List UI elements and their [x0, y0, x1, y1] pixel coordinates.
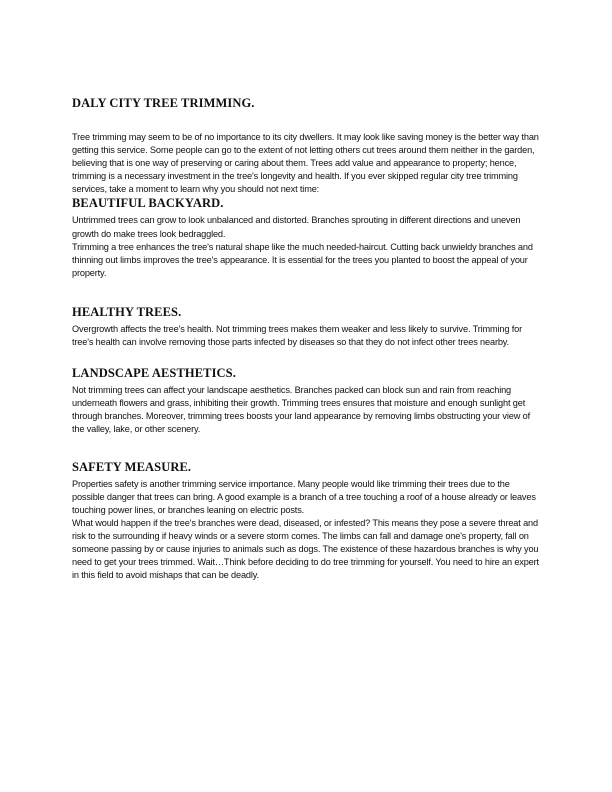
section-heading: BEAUTIFUL BACKYARD. — [72, 196, 224, 211]
document-page — [72, 96, 542, 601]
document-title: DALY CITY TREE TRIMMING. — [72, 96, 255, 110]
section-paragraph: Trimming a tree enhances the tree's natural shape like the much needed-haircut. Cutting back unwieldy branches and thinning out limbs improves the tree's appearance. It is essential for the trees you planted to boost the appeal of your property. — [72, 241, 533, 278]
section-heading: HEALTHY TREES. — [72, 304, 182, 319]
section-beautiful-backyard — [72, 196, 542, 279]
section-healthy-trees — [72, 305, 542, 349]
section-paragraph: Untrimmed trees can grow to look unbalanced and distorted. Branches sprouting in different directions and uneven growth do make trees look bedraggled. — [72, 215, 521, 239]
section-safety-measure — [72, 460, 542, 583]
section-heading: SAFETY MEASURE. — [72, 459, 192, 474]
section-paragraph: Properties safety is another trimming service importance. Many people would like trimming their trees due to the possible danger that trees can bring. A good example is a branch of a tree touching a roof of a house already or leaves touching power lines, or branches leaning on electric posts. — [72, 478, 536, 515]
section-paragraph: Not trimming trees can affect your landscape aesthetics. Branches packed can block sun and rain from reaching underneath flowers and grass, inhibiting their growth. Trimming trees ensures that moisture and enough sunlight get through branches. Moreover, trimming trees boosts your land appearance by removing limbs obstructing your view of the valley, lake, or other scenery. — [72, 385, 530, 435]
section-paragraph: Overgrowth affects the tree's health. Not trimming trees makes them weaker and less likely to survive. Trimming for tree's health can involve removing those parts infected by diseases so that they do not infect other trees nearby. — [72, 323, 523, 348]
section-heading: LANDSCAPE AESTHETICS. — [72, 366, 236, 381]
section-landscape-aesthetics — [72, 366, 542, 436]
section-paragraph: What would happen if the tree's branches were dead, diseased, or infested? This means they pose a severe threat and risk to the surrounding if heavy winds or a severe storm comes. The limbs can fall and damage one's property, fall on someone passing by or cause injuries to animals such as dogs. The existence of these hazardous branches is why you need to get your trees trimmed. Wait…Think before deciding to do tree trimming for yourself. You need to hire an expert in this field to avoid mishaps that can be deadly. — [72, 517, 539, 581]
intro-paragraph: Tree trimming may seem to be of no importance to its city dwellers. It may look like saving money is the better way than getting this service. Some people can go to the extent of not letting others cut trees around them neither in the garden, believing that is one way of preserving or caring about them. Trees add value and appearance to property; hence, trimming is a necessary investment in the tree's longevity and health. If you ever skipped regular city tree trimming services, take a moment to learn why you should not next time: — [72, 132, 539, 195]
